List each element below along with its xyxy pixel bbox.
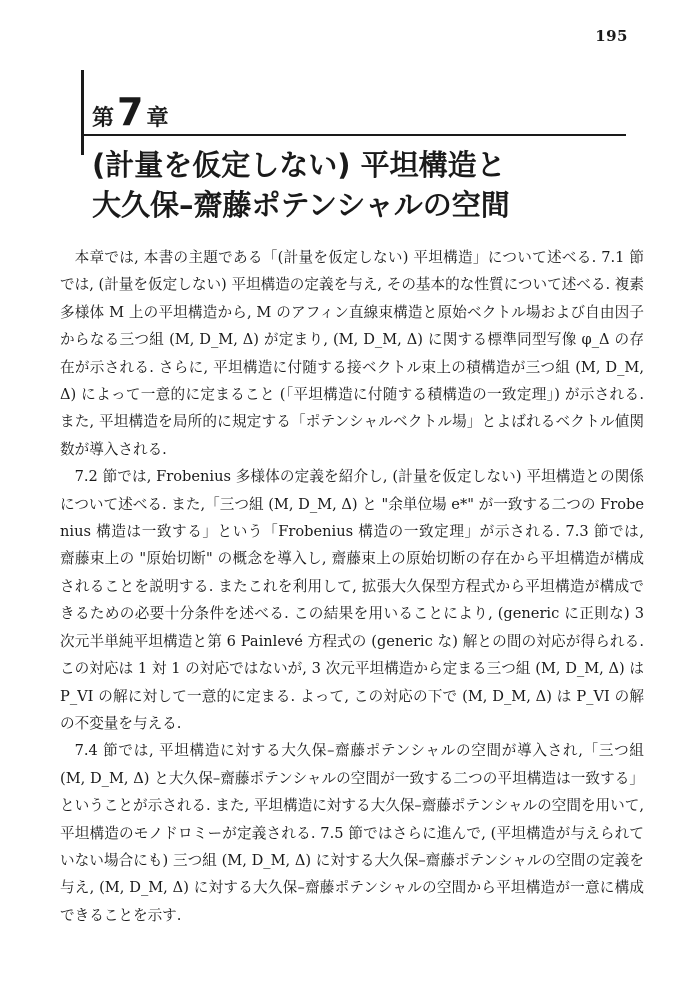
paragraph-1: 本章では, 本書の主題である「(計量を仮定しない) 平坦構造」について述べる. 7.1 節では, (計量を仮定しない) 平坦構造の定義を与え, その基本的な性質について述べる. 複素多様体 M 上の平坦構造から, M のアフィン直線束構造と原始ベクトル場および自由因子からなる三つ組 (M, D_M, Δ) が定まり, (M, D_M, Δ) に関する標準同型写像 φ_Δ の存在が示される. さらに, 平坦構造に付随する接ベクトル束上の積構造が三つ組 (M, D_M, Δ) によって一意的に定まること (「平坦構造に付随する積構造の一致定理」) が示される. また, 平坦構造を局所的に規定する「ポテンシャルベクトル場」とよばれるベクトル値関数が導入される. <box>60 249 644 458</box>
chapter-title <box>92 145 510 225</box>
chapter-title-line-1: (計量を仮定しない) 平坦構造と <box>92 148 506 182</box>
chapter-label-suffix: 章 <box>146 106 169 131</box>
chapter-body <box>60 244 644 929</box>
chapter-label-prefix: 第 <box>92 106 115 131</box>
chapter-number: 7 <box>117 90 144 134</box>
chapter-vertical-rule <box>81 70 84 155</box>
paragraph-2: 7.2 節では, Frobenius 多様体の定義を紹介し, (計量を仮定しない) 平坦構造との関係について述べる. また,「三つ組 (M, D_M, Δ) と "余単位場 e*" が一致する二つの Frobenius 構造は一致する」という「Frobenius 構造の一致定理」が示される. 7.3 節では, 齋藤束上の "原始切断" の概念を導入し, 齋藤束上の原始切断の存在から平坦構造が構成されることを説明する. またこれを利用して, 拡張大久保型方程式から平坦構造が構成できるための必要十分条件を述べる. この結果を用いることにより, (generic に正則な) 3 次元半単純平坦構造と第 6 Painlevé 方程式の (generic な) 解との間の対応が得られる. この対応は 1 対 1 の対応ではないが, 3 次元平坦構造から定まる三つ組 (M, D_M, Δ) は P_VI の解に対して一意的に定まる. よって, この対応の下で (M, D_M, Δ) は P_VI の解の不変量を与える. <box>60 468 644 732</box>
chapter-title-line-2: 大久保–齋藤ポテンシャルの空間 <box>92 188 510 222</box>
page-number: 195 <box>595 27 628 45</box>
paragraph-3: 7.4 節では, 平坦構造に対する大久保–齋藤ポテンシャルの空間が導入され,「三つ組 (M, D_M, Δ) と大久保–齋藤ポテンシャルの空間が一致する二つの平坦構造は一致する」ということが示される. また, 平坦構造に対する大久保–齋藤ポテンシャルの空間を用いて, 平坦構造のモノドロミーが定義される. 7.5 節ではさらに進んで, (平坦構造が与えられていない場合にも) 三つ組 (M, D_M, Δ) に対する大久保–齋藤ポテンシャルの空間の定義を与え, (M, D_M, Δ) に対する大久保–齋藤ポテンシャルの空間から平坦構造が一意に構成できることを示す. <box>60 742 644 924</box>
chapter-label <box>92 92 168 139</box>
